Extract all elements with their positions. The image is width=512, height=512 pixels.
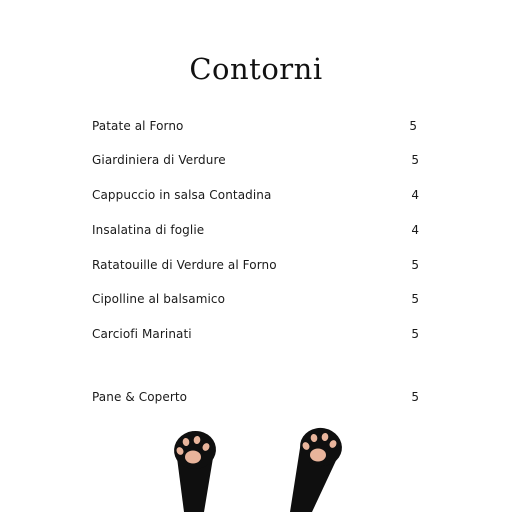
menu-item (92, 325, 420, 343)
menu-item-extra (92, 388, 420, 406)
menu-item-name: Cipolline al balsamico (92, 292, 226, 306)
menu-item-name: Pane & Coperto (92, 390, 188, 404)
menu-list (92, 0, 420, 512)
menu-item-name: Cappuccio in salsa Contadina (92, 188, 272, 202)
menu-item-name: Patate al Forno (92, 119, 184, 133)
menu-item (92, 186, 420, 204)
menu-item (92, 256, 420, 274)
menu-item-name: Ratatouille di Verdure al Forno (92, 258, 277, 272)
menu-item-price: 5 (411, 390, 419, 404)
menu-item-name: Insalatina di foglie (92, 223, 205, 237)
menu-item-price: 5 (411, 258, 419, 272)
menu-item (92, 290, 420, 308)
menu-item (92, 151, 420, 169)
menu-item-price: 4 (411, 188, 419, 202)
menu-item (92, 117, 420, 135)
menu-item-name: Giardiniera di Verdure (92, 153, 226, 167)
menu-item-price: 4 (411, 223, 419, 237)
menu-item (92, 221, 420, 239)
menu-item-price: 5 (411, 327, 419, 341)
menu-item-price: 5 (411, 292, 419, 306)
menu-item-price: 5 (411, 153, 419, 167)
menu-item-price: 5 (409, 119, 417, 133)
menu-item-name: Carciofi Marinati (92, 327, 192, 341)
page-title: Contorni (189, 52, 323, 86)
